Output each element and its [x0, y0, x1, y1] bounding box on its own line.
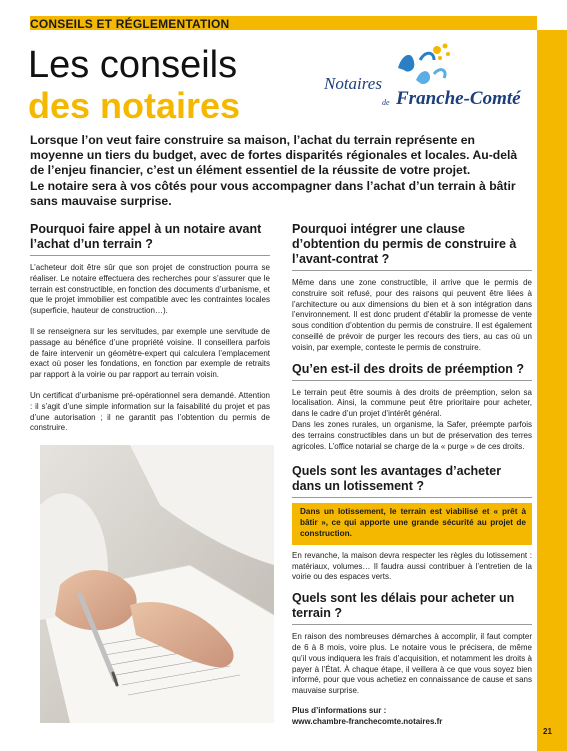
body-paragraph: Un certificat d’urbanisme pré-opérationnel sera demandé. Attention : il s’agit d’une simple information sur la faisabilité du projet et pas d’une autorisation ; il ne garantit pas l’obtention du permis de construire.	[30, 390, 270, 433]
section-heading: Qu’en est-il des droits de préemption ?	[292, 362, 532, 381]
body-paragraph: En raison des nombreuses démarches à accomplir, il faut compter de 6 à 8 mois, voire plus. Le notaire vous le précisera, de même qu’il vous indiquera les frais d’acquisition, et notamment les droits à payer à l’État. À chaque étape, il veillera à ce que vous soyez bien informé, pour que vous achetiez en connaissance de cause et sans mauvaise surprise.	[292, 632, 532, 696]
logo-text-region: Franche-Comté	[396, 88, 521, 109]
body-paragraph: Le terrain peut être soumis à des droits de préemption, selon sa localisation. Ainsi, la commune peut être prioritaire pour acheter, dans le cadre d’un projet d’intérêt général.	[292, 387, 532, 419]
section-heading: Pourquoi intégrer une clause d’obtention du permis de construire à l’avant-contrat ?	[292, 222, 532, 271]
side-band	[537, 30, 567, 751]
page-number: 21	[543, 727, 552, 736]
signing-photo	[40, 445, 274, 723]
body-paragraph: En revanche, la maison devra respecter les règles du lotissement : matériaux, volumes… Il faudra aussi contribuer à l’entretien de la voirie ou des espaces verts.	[292, 550, 532, 582]
body-paragraph: L’acheteur doit être sûr que son projet de construction pourra se réaliser. Le notaire effectuera des recherches pour s’assurer que le terrain est constructible, en fonction des documents d’urbanisme, et que le projet immobilier est compatible avec les contraintes locales (superficie, hauteur de construction…).	[30, 263, 270, 316]
intro-paragraph: Le notaire sera à vos côtés pour vous accompagner dans l’achat d’un terrain à bâtir sans mauvaise surprise.	[30, 178, 516, 208]
intro-paragraph: Lorsque l’on veut faire construire sa maison, l’achat du terrain représente en moyenne un tiers du budget, avec de fortes disparités régionales et locales. Au-delà de l’enjeu financier, c’est un élément essentiel de la réussite de votre projet.	[30, 133, 518, 178]
section-heading: Quels sont les avantages d’acheter dans un lotissement ?	[292, 464, 532, 498]
notaires-logo	[320, 40, 535, 110]
highlight-callout: Dans un lotissement, le terrain est viabilisé et « prêt à bâtir », ce qui apporte une grande sécurité au projet de construction.	[292, 503, 532, 544]
logo-emblem-icon	[390, 40, 460, 90]
section-heading: Pourquoi faire appel à un notaire avant l’achat d’un terrain ?	[30, 222, 270, 256]
section-label: CONSEILS ET RÉGLEMENTATION	[30, 17, 230, 31]
body-paragraph: Il se renseignera sur les servitudes, par exemple une servitude de passage au bénéfice d’une propriété voisine. Il conseillera parfois de faire intervenir un géomètre-expert qui calculera l’emplacement exact où poser les fondations, en fonction par exemple de retraits par rapport à la voirie ou par rapport au terrain voisin.	[30, 326, 270, 380]
page-title-line2: des notaires	[28, 85, 241, 126]
logo-text-notaires: Notaires	[324, 74, 382, 93]
left-column	[30, 222, 270, 434]
body-paragraph: Dans les zones rurales, un organisme, la Safer, préempte parfois des terrains constructibles dans un but de préservation des terres agricoles. L’office notarial se charge de la « purge » de ces droits.	[292, 419, 532, 451]
page-title-line1: Les conseils	[28, 44, 238, 86]
section-heading: Quels sont les délais pour acheter un terrain ?	[292, 591, 532, 625]
more-info-label: Plus d’informations sur :	[292, 705, 387, 715]
photo-illustration	[40, 445, 274, 723]
intro-block	[30, 133, 530, 209]
right-column	[292, 222, 532, 728]
body-paragraph: Même dans une zone constructible, il arrive que le permis de construire soit refusé, pour des raisons qui peuvent être liées à l’architecture ou aux dimensions du bien et à son intégration dans l’environnement. Il est donc prudent d’établir la promesse de vente sous condition d’obtention du permis de construire. Il est également conseillé de prévoir de purger les recours des tiers, au cas où un voisin, par exemple, conteste le permis de construire.	[292, 278, 532, 352]
logo-text-de: de	[382, 98, 390, 107]
more-info-link[interactable]: www.chambre-franchecomte.notaires.fr	[292, 716, 443, 726]
